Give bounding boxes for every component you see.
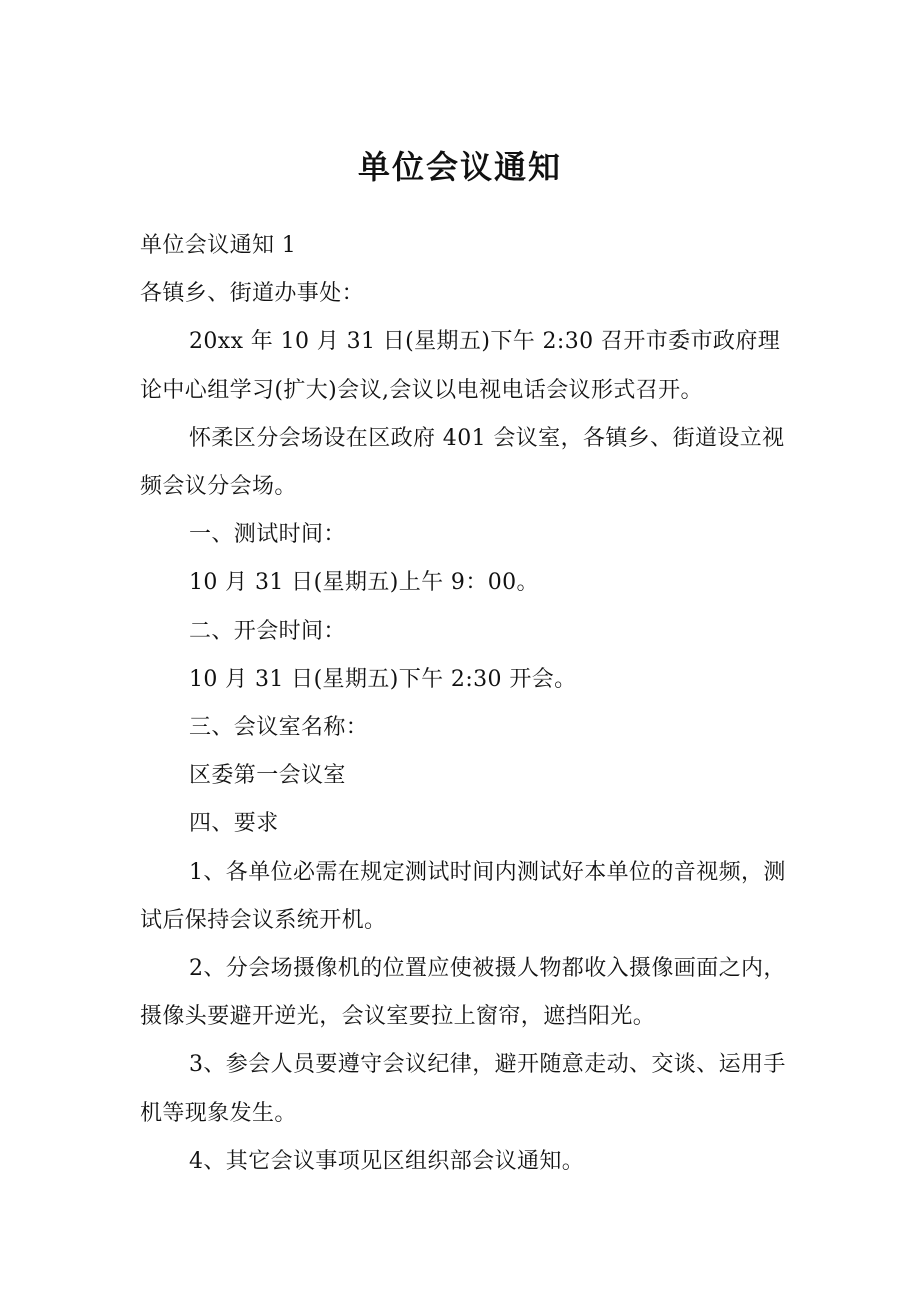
notice-recipient: 各镇乡、街道办事处： (140, 281, 365, 307)
document-body (140, 222, 795, 1186)
section-heading-meeting-time: 二、开会时间： (189, 618, 346, 644)
requirement-item-2: 2、分会场摄像机的位置应使被摄人物都收入摄像画面之内，摄像头要避开逆光，会议室要拉上窗帘，遮挡阳光。 (140, 956, 786, 1030)
document-title: 单位会议通知 (357, 148, 562, 186)
paragraph-meeting-info: 20xx 年 10 月 31 日(星期五)下午 2:30 召开市委市政府理论中心组学习(扩大)会议,会议以电视电话会议形式召开。 (140, 329, 781, 403)
requirement-item-1: 1、各单位必需在规定测试时间内测试好本单位的音视频，测试后保持会议系统开机。 (140, 859, 786, 933)
section-heading-test-time: 一、测试时间： (189, 522, 346, 548)
requirement-item-3: 3、参会人员要遵守会议纪律，避开随意走动、交谈、运用手机等现象发生。 (140, 1052, 786, 1126)
section-heading-requirements: 四、要求 (189, 811, 279, 837)
requirement-item-4: 4、其它会议事项见区组织部会议通知。 (189, 1148, 585, 1174)
paragraph-venue: 怀柔区分会场设在区政府 401 会议室，各镇乡、街道设立视频会议分会场。 (140, 425, 785, 500)
meeting-time-value: 10 月 31 日(星期五)下午 2:30 开会。 (189, 666, 577, 692)
room-name-value: 区委第一会议室 (189, 763, 346, 789)
notice-subtitle: 单位会议通知 1 (140, 233, 297, 258)
section-heading-room-name: 三、会议室名称： (189, 715, 369, 741)
test-time-value: 10 月 31 日(星期五)上午 9：00。 (189, 570, 539, 596)
